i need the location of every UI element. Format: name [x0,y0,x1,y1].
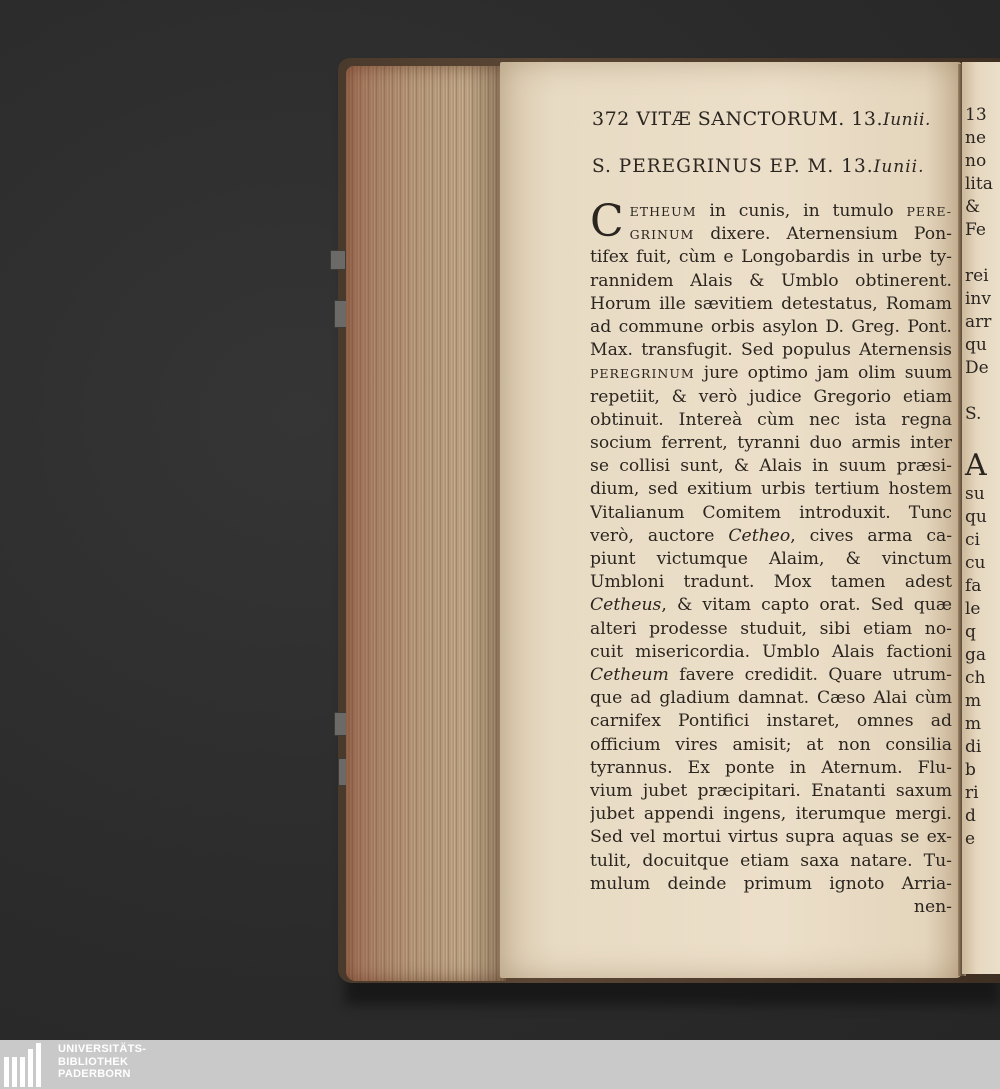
text-segment: socium ferrent, tyranni duo armis inter [590,433,952,454]
next-page-fragment: ch [965,668,986,688]
next-page-fragment: De [965,358,989,378]
next-page-fragment: ci [965,530,980,550]
text-segment: jure optimo jam olim suum [694,363,952,384]
text-segment: carnifex Pontifici instaret, omnes ad [590,711,952,732]
next-page-fragment [962,426,993,449]
text-segment: repetiit, & verò judice Gregorio etiam [590,386,952,407]
text-segment: Cetheum [590,665,669,686]
text-line [590,710,952,733]
text-line [630,223,952,246]
text-lines [590,196,952,896]
text-line [590,525,952,548]
text-line [630,200,952,223]
next-page-fragment: inv [965,289,991,309]
next-page-fragment: & [965,197,981,217]
next-page-fragment: cu [965,553,986,573]
text-segment: obtinuit. Intereà cùm nec ista regna [590,409,952,430]
right-page-fragment [962,62,1000,974]
next-page-fragment [962,380,993,403]
text-line [590,339,952,362]
left-page [500,62,962,978]
library-logo-text [58,1043,146,1081]
text-segment: tyrannus. Ex ponte in Aternum. Flu- [590,757,952,778]
text-line [590,618,952,641]
running-head [592,108,957,130]
footer-bar [0,1040,1000,1089]
text-segment: cuit misericordia. Umblo Alais factioni [590,641,952,662]
text-segment: tifex fuit, cùm e Longobardis in urbe ty- [590,247,952,268]
logo-line-1: UNIVERSITÄTS- [58,1043,147,1055]
text-line [590,757,952,780]
text-segment: , & vitam capto orat. Sed quæ [661,595,952,616]
text-line [590,641,952,664]
page-fore-edge [346,66,506,981]
catchword: nen- [913,897,952,918]
text-segment: Cetheus [590,595,662,616]
next-page-fragment: rei [965,266,989,286]
text-line [590,386,952,409]
text-line [590,734,952,757]
text-segment: PERE- [906,204,952,219]
text-segment: que ad gladium damnat. Cæso Alai cùm [590,688,952,709]
chapter-title-text: S. PEREGRINUS EP. M. [592,156,835,177]
next-page-fragment: q [965,622,976,642]
chapter-title [592,156,957,177]
text-line [590,478,952,501]
next-page-fragment: S. [965,404,982,424]
text-segment: Vitalianum Comitem introduxit. Tunc [590,502,952,523]
text-line [590,293,952,316]
text-segment: se collisi sunt, & Alais in suum præsi- [590,456,952,477]
running-title: VITÆ SANCTORUM. [636,108,845,130]
text-segment: Umbloni tradunt. Mox tamen adest [590,572,952,593]
page-number: 372 [592,108,630,130]
text-line [590,850,952,873]
body-text [590,196,952,919]
text-line [590,780,952,803]
text-segment: Horum ille sævitiem detestatus, Romam [590,293,952,314]
text-segment: in cunis, in tumulo [696,201,907,221]
text-segment: rannidem Alais & Umblo obtinerent. [590,270,952,291]
next-page-fragment: e [965,829,976,849]
text-segment: officium vires amisit; at non consilia [590,734,952,755]
text-line [590,803,952,826]
text-segment: Cetheo [728,525,791,546]
text-segment: favere credidit. Quare utrum- [668,665,952,686]
text-line [590,246,952,269]
text-line [590,687,952,710]
text-line [590,826,952,849]
next-page-fragment: fa [965,576,982,596]
text-segment: mulum deinde primum ignoto Arria- [590,873,952,894]
text-line [590,455,952,478]
next-page-fragment [962,242,993,265]
next-page-fragment: lita [965,174,993,194]
next-page-fragment: ri [965,783,979,803]
text-segment: vium jubet præcipitari. Enatanti saxum [590,781,952,802]
next-page-fragment: no [965,151,987,171]
text-segment: PEREGRINUM [590,366,695,382]
right-page-lines [962,104,993,851]
text-segment: GRINUM [629,227,695,243]
text-segment: Sed vel mortui virtus supra aquas se ex- [590,827,952,848]
text-line [590,571,952,594]
drop-cap: C [590,196,624,247]
next-page-fragment: ne [965,128,987,148]
text-segment: Max. transfugit. Sed populus Aternensis [590,340,952,361]
text-segment: alteri prodesse studuit, sibi etiam no- [590,618,952,639]
text-line [590,548,952,571]
next-page-fragment: A [965,448,987,483]
text-segment: ETHEUM [629,204,697,219]
text-segment: , cives arma ca- [790,525,952,546]
next-page-fragment: m [965,714,982,734]
next-page-fragment: arr [965,312,992,332]
next-page-fragment: su [965,484,985,504]
text-segment: verò, auctore [590,525,729,546]
text-line [590,316,952,339]
text-line [590,409,952,432]
next-page-fragment: ga [965,645,987,665]
next-page-fragment: qu [965,507,987,527]
next-page-fragment: d [965,806,976,826]
text-segment: tulit, docuitque etiam saxa natare. Tu- [590,850,952,871]
text-segment: ad commune orbis asylon D. Greg. Pont. [590,317,952,338]
next-page-fragment: qu [965,335,987,355]
text-segment: jubet appendi ingens, iterumque mergi. [590,804,952,825]
next-page-fragment: m [965,691,982,711]
logo-line-2: BIBLIOTHEK [58,1055,129,1068]
next-page-fragment: le [965,599,981,619]
logo-line-3: PADERBORN [58,1068,131,1080]
chapter-date-num: 13. [841,156,874,177]
text-line [590,362,952,385]
text-segment: piunt victumque Alaim, & vinctum [590,549,952,570]
text-segment: dixere. Aternensium Pon- [694,224,952,245]
text-line [590,664,952,687]
chapter-date-month: Iunii. [873,157,925,177]
next-page-fragment: b [965,760,976,780]
text-line [590,594,952,617]
text-line [590,270,952,293]
running-date-num: 13. [851,108,883,130]
text-segment: dium, sed exitium urbis tertium hostem [590,479,952,500]
next-page-fragment: Fe [965,220,986,240]
running-date-month: Iunii. [883,110,931,130]
next-page-fragment: di [965,737,982,757]
next-page-fragment: 13 [965,105,987,125]
text-line [590,873,952,896]
text-line [590,502,952,525]
clasp-top [330,250,346,270]
text-line [590,432,952,455]
